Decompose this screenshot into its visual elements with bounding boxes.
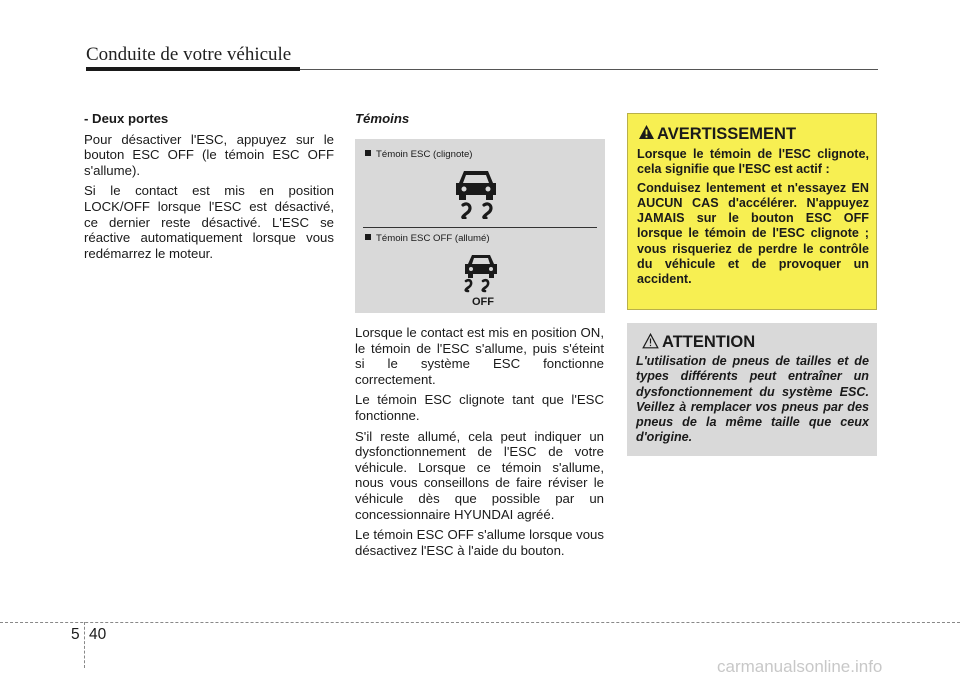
warning-paragraph: Lorsque le témoin de l'ESC clignote, cela signifie que l'ESC est actif : (637, 147, 869, 177)
attention-box (627, 323, 877, 456)
paragraph: Le témoin ESC OFF s'allume lorsque vous désactivez l'ESC à l'aide du bouton. (355, 527, 604, 558)
indicators-heading: Témoins (355, 111, 410, 126)
indicator-label-esc-off: Témoin ESC OFF (allumé) (365, 233, 490, 244)
indicator-divider (363, 227, 597, 228)
middle-column (355, 325, 604, 563)
attention-title: ATTENTION (662, 333, 756, 351)
caution-triangle-icon (642, 333, 659, 349)
left-column (84, 111, 334, 266)
paragraph: S'il reste allumé, cela peut indiquer un dysfonctionnement de l'ESC de votre véhicule. Lorsque ce témoin s'allume, nous vous conseillons de faire réviser le véhicule dès que possible par un concessionnaire HYUNDAI agréé. (355, 428, 604, 522)
header-rule-thick (86, 67, 300, 71)
page-number: 40 (89, 626, 107, 643)
esc-off-indicator-icon (459, 253, 503, 307)
page-title: Conduite de votre véhicule (86, 44, 292, 65)
chapter-number: 5 (71, 626, 80, 643)
paragraph: Si le contact est mis en position LOCK/OFF lorsque l'ESC est désactivé, ce dernier reste désactivé. L'ESC se réactive automatiquement lorsque vous redémarrez le moteur. (84, 183, 334, 261)
footer-rule (0, 622, 960, 623)
bullet-square-icon (365, 150, 371, 156)
header-rule-thin (300, 69, 878, 70)
esc-indicator-icon (451, 167, 501, 219)
paragraph: Lorsque le contact est mis en position ON, le témoin de l'ESC s'allume, puis s'éteint si le système ESC fonctionne correctement. (355, 325, 604, 387)
warning-box (627, 113, 877, 310)
warning-title: AVERTISSEMENT (657, 125, 797, 143)
indicator-label-esc: Témoin ESC (clignote) (365, 149, 473, 160)
warning-text (637, 147, 869, 291)
paragraph: Le témoin ESC clignote tant que l'ESC fonctionne. (355, 392, 604, 423)
indicator-figure (355, 139, 605, 313)
warning-triangle-icon (638, 124, 655, 140)
bullet-square-icon (365, 234, 371, 240)
watermark: carmanualsonline.info (717, 657, 883, 676)
attention-text: L'utilisation de pneus de tailles et de types différents peut entraîner un dysfonctionnement du système ESC. Veillez à remplacer vos pneus par des pneus de la même taille que ceux d'origine. (636, 354, 869, 445)
footer-divider (84, 622, 85, 668)
paragraph: Pour désactiver l'ESC, appuyez sur le bouton ESC OFF (le témoin ESC OFF s'allume). (84, 131, 334, 178)
esc-off-icon-text: OFF (472, 296, 494, 307)
section-heading-two-doors: - Deux portes (84, 111, 169, 126)
warning-paragraph: Conduisez lentement et n'essayez EN AUCUN CAS d'accélérer. N'appuyez JAMAIS sur le bouton ESC OFF lorsque le témoin de l'ESC clignote ; vous risqueriez de perdre le contrôle du véhicule et de provoquer un accident. (637, 180, 869, 287)
